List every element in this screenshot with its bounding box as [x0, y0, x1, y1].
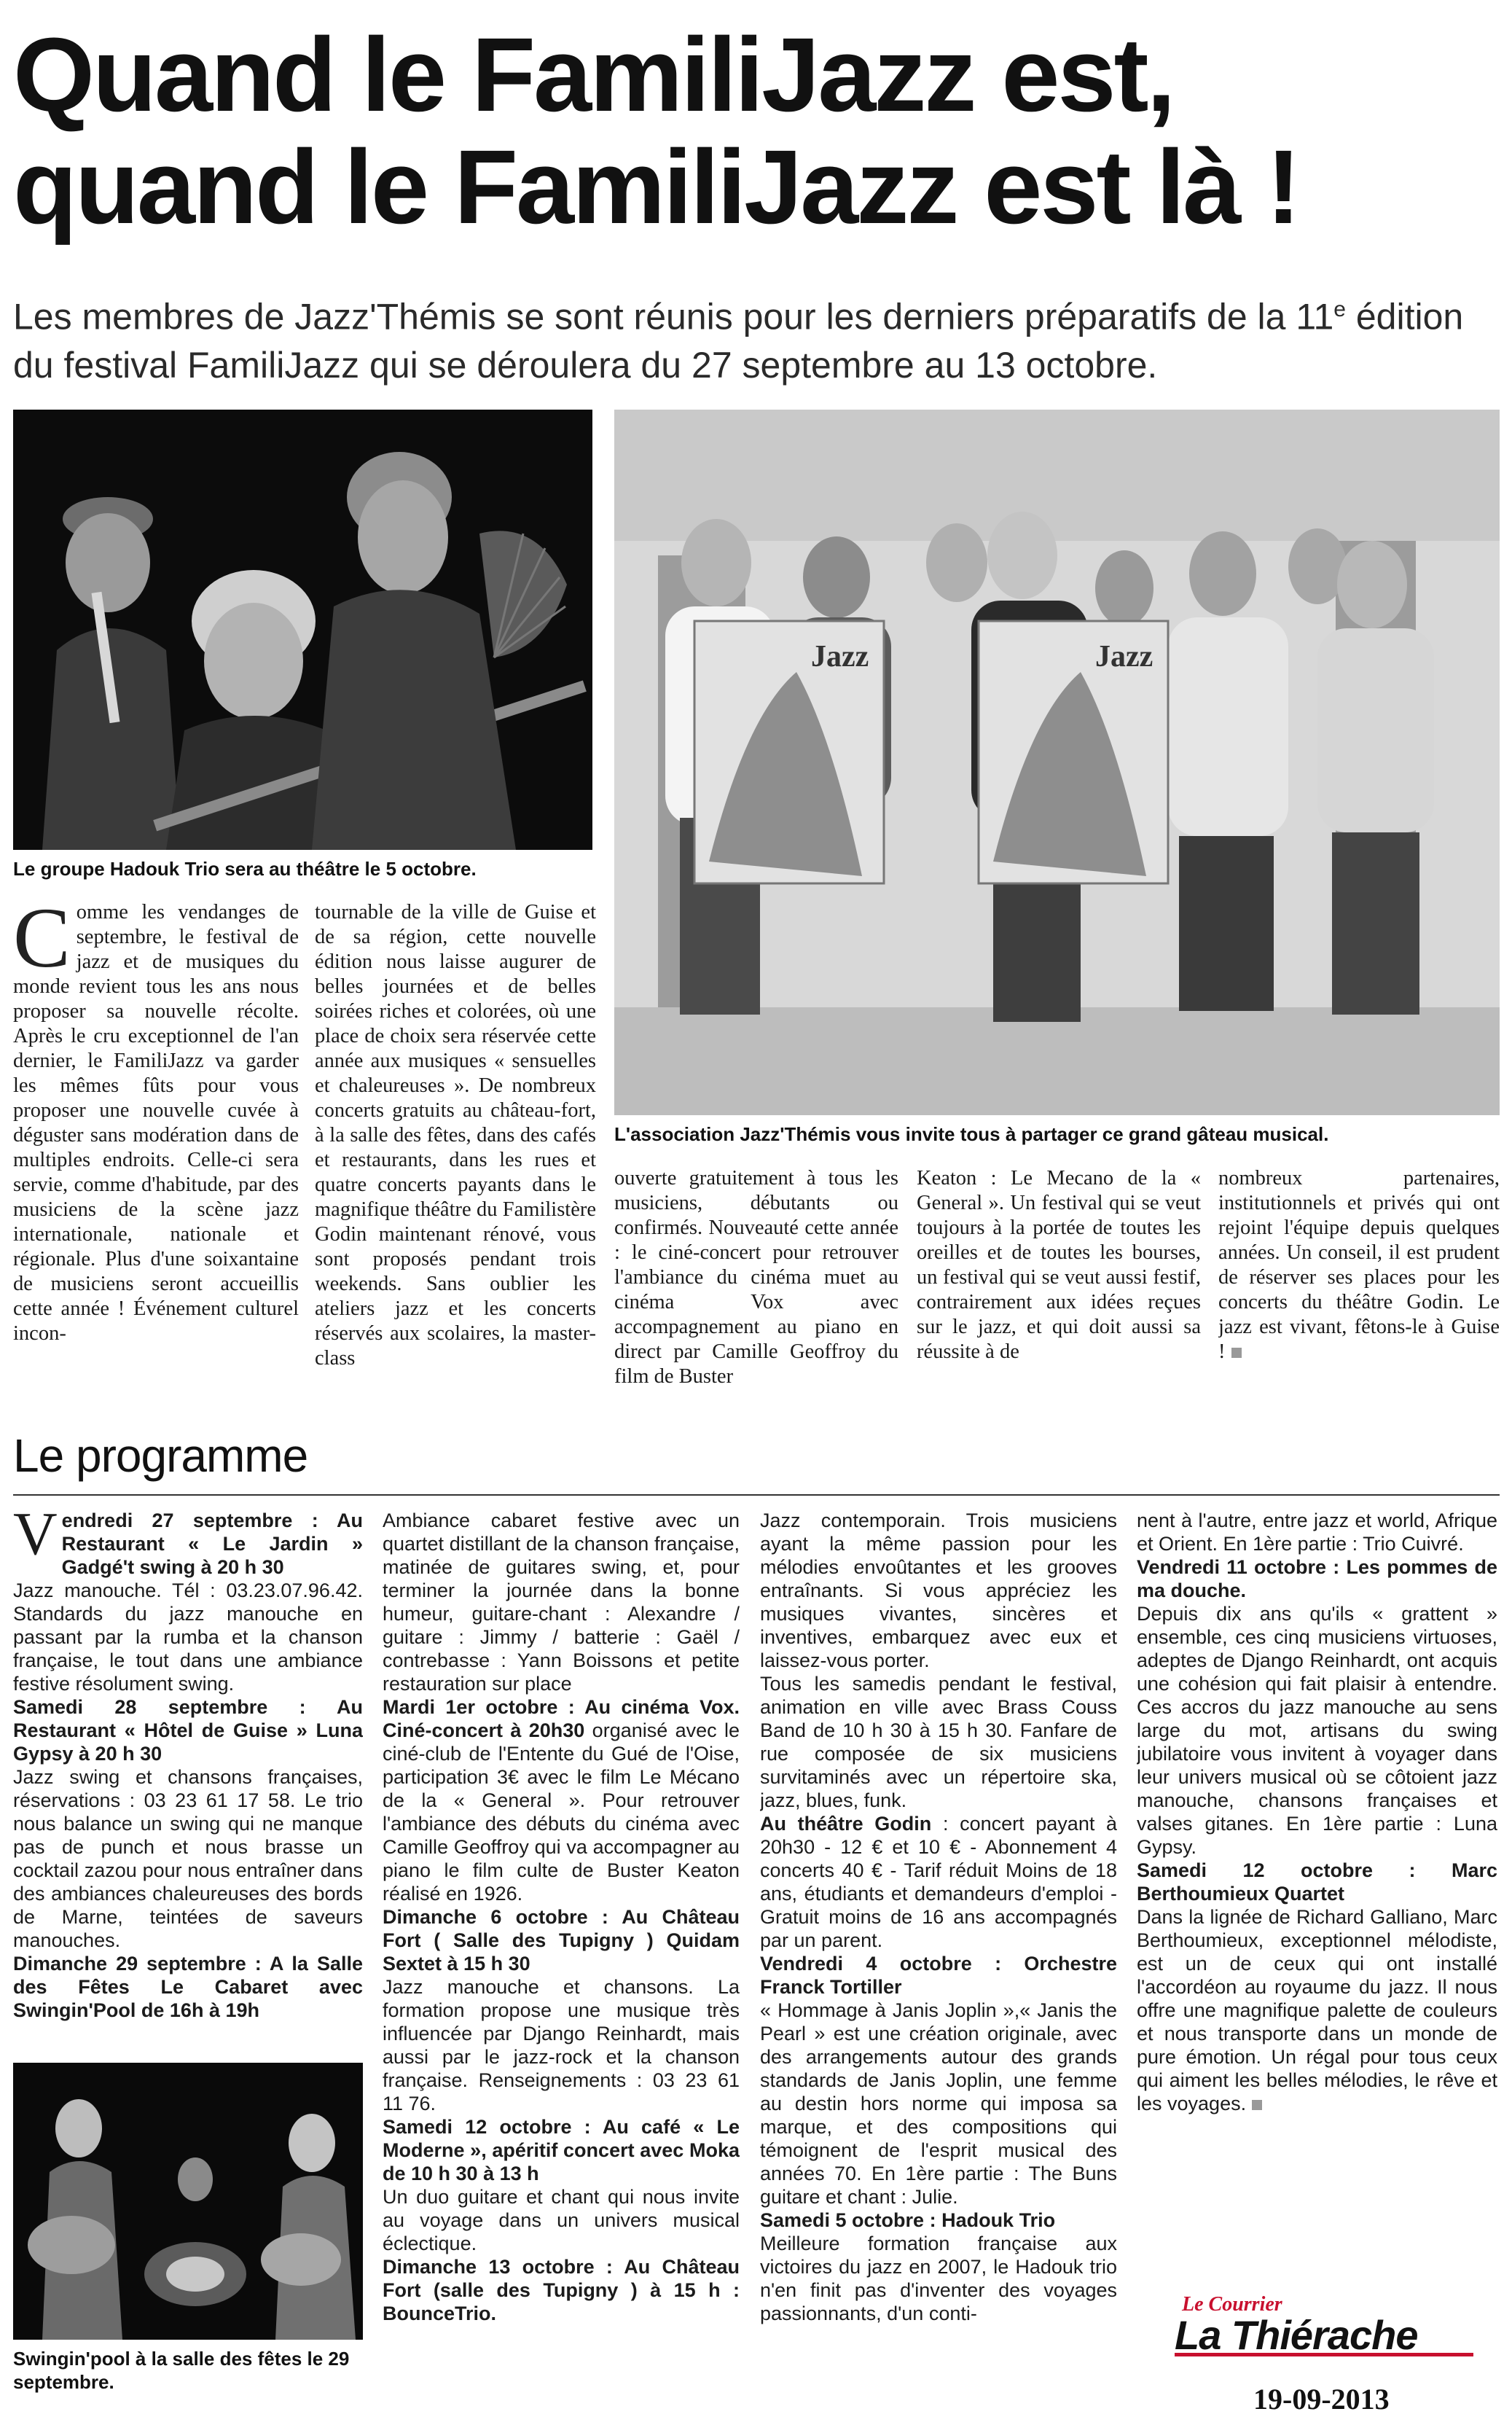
event-text: Un duo guitare et chant qui nous invite au voyage dans un univers musical éclectique.	[383, 2186, 740, 2254]
programme-column-3	[760, 1509, 1117, 2383]
headline	[13, 16, 1500, 246]
swingin-caption: Swingin'pool à la salle des fêtes le 29 septembre.	[13, 2348, 350, 2393]
publication-date: 19-09-2013	[1253, 2383, 1390, 2416]
hadouk-caption: Le groupe Hadouk Trio sera au théâtre le 5 octobre.	[13, 858, 477, 880]
event-heading: Au théâtre Godin	[760, 1813, 932, 1835]
article-dropcap: C	[13, 900, 71, 985]
newspaper-logo	[1175, 2293, 1481, 2358]
event-heading: Dimanche 6 octobre : Au Château Fort ( Salle des Tupigny ) Quidam Sextet à 15 h 30	[383, 1906, 740, 1975]
article-column-3	[614, 1166, 898, 1410]
event-heading: Vendredi 4 octobre : Orchestre Franck Tortiller	[760, 1953, 1117, 1998]
newspaper-logo-top: Le Courrier	[1182, 2293, 1282, 2316]
article-column-5	[1218, 1166, 1500, 1410]
newspaper-logo-name: La Thiérache	[1175, 2312, 1418, 2358]
event-heading: Samedi 5 octobre : Hadouk Trio	[760, 2209, 1056, 2231]
event-heading: Samedi 12 octobre : Au café « Le Moderne », apéritif concert avec Moka de 10 h 30 à 13 h	[383, 2116, 740, 2184]
article-column-4	[917, 1166, 1201, 1410]
poster-text-left: Jazz	[811, 640, 869, 673]
event-text: nent à l'autre, entre jazz et world, Afrique et Orient. En 1ère partie : Trio Cuivré.	[1137, 1510, 1497, 1555]
event-text: Meilleure formation française aux victoires du jazz en 2007, le Hadouk trio n'en finit pas d'inventer des voyages passionnants, d'un conti-	[760, 2233, 1117, 2324]
event-heading: Dimanche 13 octobre : Au Château Fort (salle des Tupigny ) à 15 h : BounceTrio.	[383, 2256, 740, 2324]
swingin-pool-photo	[13, 2063, 363, 2340]
association-group-photo	[614, 410, 1500, 1115]
programme-divider	[13, 1494, 1500, 1496]
event-text: Tous les samedis pendant le festival, animation en ville avec Brass Couss Band de 10 h 30 à 15 h 30. Fanfare de rue composée de six musiciens survitaminés avec un répertoire ska, jazz, blues, funk.	[760, 1673, 1117, 1811]
intro-superscript: e	[1333, 297, 1346, 321]
article-column-1	[13, 900, 299, 1410]
programme-column-2	[383, 1509, 740, 2383]
event-heading: Samedi 12 octobre : Marc Berthoumieux Quartet	[1137, 1859, 1497, 1905]
article-col4-text: Keaton : Le Mecano de la « General ». Un festival qui se veut toujours à la portée de toutes les oreilles et de toutes les bourses, un festival qui se veut aussi festif, contrairement aux idées reçues sur le jazz, et qui doit aussi sa réussite à de	[917, 1167, 1201, 1363]
programme-column-1	[13, 1509, 363, 2048]
association-caption: L'association Jazz'Thémis vous invite tous à partager ce grand gâteau musical.	[614, 1123, 1329, 1145]
event-text: « Hommage à Janis Joplin »,« Janis the Pearl » est une création originale, avec des arrangements autour des grands standards de Janis Joplin, une femme au destin hors norme qui imposa sa marque, et des compositions qui témoignent de l'esprit musical des années 70. En 1ère partie : The Buns guitare et chant : Julie.	[760, 1999, 1117, 2208]
event-text: Jazz manouche. Tél : 03.23.07.96.42. Standards du jazz manouche en passant par la rumba et la chanson française, le tout dans une ambiance festive résolument swing.	[13, 1579, 363, 1695]
article-col3-text: ouverte gratuitement à tous les musiciens, débutants ou confirmés. Nouveauté cette année : le ciné-concert pour retrouver l'ambiance du cinéma muet au cinéma Vox avec accompagnement au piano en direct par Camille Geoffroy du film de Buster	[614, 1167, 898, 1388]
article-col1-text: omme les vendanges de septembre, le festival de jazz et de musiques du monde revient tous les ans nous proposer sa nouvelle récolte. Après le cru exceptionnel de l'an dernier, le FamiliJazz va garder les mêmes fûts pour vous proposer une nouvelle cuvée à déguster sans modération dans de multiples endroits. Celle-ci sera servie, comme d'habitude, par des musiciens de la scène jazz internationale, nationale et régionale. Plus d'une soixantaine de musiciens seront accueillis cette année ! Événement culturel incon-	[13, 901, 299, 1345]
event-text: : concert payant à 20h30 - 12 € et 10 € - Abonnement 4 concerts 40 € - Tarif réduit Moins de 18 ans, étudiants et demandeurs d'emploi - Gratuit moins de 16 ans accompagnés par un parent.	[760, 1813, 1117, 1951]
intro-standfirst	[13, 286, 1485, 389]
event-heading: Samedi 28 septembre : Au Restaurant « Hôtel de Guise » Luna Gypsy à 20 h 30	[13, 1696, 363, 1765]
intro-part-2: édition du festival FamiliJazz qui se déroulera du 27 septembre au 13 octobre.	[13, 296, 1464, 386]
poster-text-right: Jazz	[1095, 640, 1153, 673]
event-text: Depuis dix ans qu'ils « grattent » ensemble, ces cinq musiciens virtuoses, adeptes de Django Reinhardt, ont acquis une cohésion qui fait plaisir à entendre. Ces accros du jazz manouche au sens large du mot, artisans du swing jubilatoire vous invitent à voyager dans leur univers musical où se côtoient jazz manouche, chansons françaises et valses gitanes. En 1ère partie : Luna Gypsy.	[1137, 1603, 1497, 1858]
event-text: Dans la lignée de Richard Galliano, Marc Berthoumieux, exceptionnel mélodiste, est un de ceux qui ont installé l'accordéon au royaume du jazz. Il nous offre une magnifique palette de couleurs et nous transporte dans un monde de pure émotion. Un régal pour tous ceux qui aiment les belles mélodies, le rêve et les voyages.	[1137, 1906, 1497, 2114]
end-mark-icon	[1252, 2100, 1262, 2110]
event-heading: Vendredi 11 octobre : Les pommes de ma douche.	[1137, 1556, 1497, 1601]
event-text: Jazz swing et chansons françaises, réservations : 03 23 61 17 58. Le trio nous balance un swing qui ne manque pas de punch et nous brasse un cocktail zazou pour nous entraîner dans des ambiances chaleureuses des bords de Marne, teintées de saveurs manouches.	[13, 1766, 363, 1951]
programme-column-4	[1137, 1509, 1497, 2245]
headline-line-1: Quand le FamiliJazz est,	[13, 16, 1174, 133]
event-text: Jazz manouche et chansons. La formation propose une musique très influencée par Django Reinhardt, mais aussi par le jazz-rock et la chanson française. Renseignements : 03 23 61 11 76.	[383, 1976, 740, 2114]
intro-part-1: Les membres de Jazz'Thémis se sont réunis pour les derniers préparatifs de la 11	[13, 296, 1334, 337]
event-heading: Dimanche 29 septembre : A la Salle des Fêtes Le Cabaret avec Swingin'Pool de 16h à 19h	[13, 1953, 363, 2021]
article-col2-text: tournable de la ville de Guise et de sa région, cette nouvelle édition nous laisse augurer de belles journées et de belles soirées riches et colorées, où une place de choix sera réservée cette année aux musiques « sensuelles et chaleureuses ». De nombreux concerts gratuits au château-fort, à la salle des fêtes, dans des cafés et restaurants, dans les rues et quatre concerts payants dans le magnifique théâtre du Familistère Godin maintenant rénové, vous sont proposés pendant trois weekends. Sans oublier les ateliers jazz et les concerts réservés aux scolaires, la master-class	[315, 901, 596, 1370]
event-text: Ambiance cabaret festive avec un quartet distillant de la chanson française, matinée de guitares swing, et, pour terminer la journée dans la bonne humeur, guitare-chant : Alexandre / guitare : Jimmy / batterie : Gaël / contrebasse : Yann Boissons et petite restauration sur place	[383, 1510, 740, 1695]
end-mark-icon	[1231, 1348, 1242, 1358]
programme-title: Le programme	[13, 1429, 308, 1482]
event-heading: endredi 27 septembre : Au Restaurant « Le Jardin » Gadgé't swing à 20 h 30	[61, 1510, 363, 1578]
hadouk-trio-photo	[13, 410, 592, 850]
event-text: Jazz contemporain. Trois musiciens ayant la même passion pour les mélodies envoûtantes et les grooves entraînants. Si vous appréciez les musiques vivantes, sincères et inventives, embarquez avec eux et laissez-vous porter.	[760, 1510, 1117, 1671]
article-col5-text: nombreux partenaires, institutionnels et privés qui ont rejoint l'équipe depuis quelques années. Un conseil, il est prudent de réserver ses places pour les concerts du théâtre Godin. Le jazz est vivant, fêtons-le à Guise !	[1218, 1167, 1500, 1363]
event-heading: Mardi 1er octobre : Au cinéma Vox. Ciné-concert à 20h30	[383, 1696, 740, 1741]
event-text: organisé avec le ciné-club de l'Entente du Gué de l'Oise, participation 3€ avec le film Le Mécano de la « General ». Pour retrouver l'ambiance des débuts du cinéma avec Camille Geoffroy qui va accompagner au piano le film culte de Buster Keaton réalisé en 1926.	[383, 1719, 740, 1905]
article-column-2	[315, 900, 596, 1410]
headline-line-2: quand le FamiliJazz est là !	[13, 128, 1299, 246]
programme-dropcap: V	[13, 1509, 58, 1568]
